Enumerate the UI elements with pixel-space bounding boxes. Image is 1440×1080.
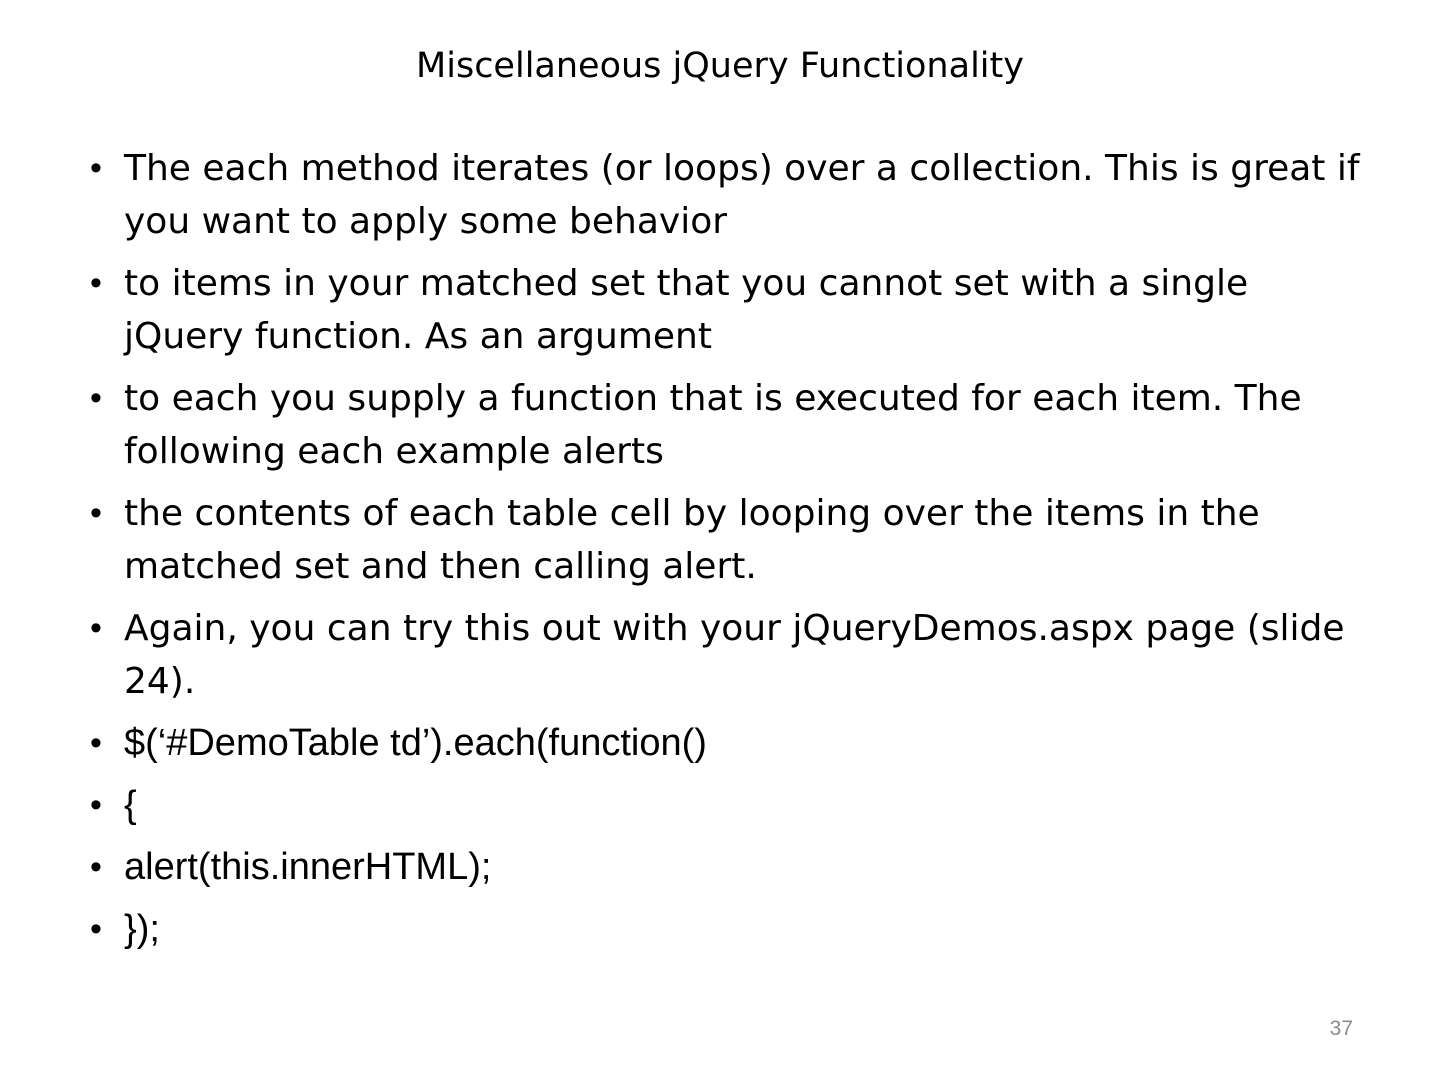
bullet-icon: • [90,609,102,647]
bullet-list [84,142,1374,965]
bullet-item [84,779,1374,832]
bullet-icon: • [90,264,102,302]
bullet-icon: • [90,724,102,762]
bullet-text: The each method iterates (or loops) over a collection. This is great if you want to apply some behavior [124,148,1360,242]
bullet-item [84,602,1374,708]
bullet-text: to each you supply a function that is executed for each item. The following each example alerts [124,378,1302,472]
bullet-item [84,257,1374,363]
bullet-icon: • [90,494,102,532]
bullet-item [84,841,1374,894]
bullet-item [84,142,1374,248]
bullet-item [84,372,1374,478]
bullet-icon: • [90,786,102,824]
page-number: 37 [1329,1017,1353,1040]
bullet-item [84,487,1374,593]
bullet-text: alert(this.innerHTML); [124,846,492,888]
bullet-text: the contents of each table cell by looping over the items in the matched set and then calling alert. [124,493,1260,587]
bullet-item [84,717,1374,770]
bullet-text: $(‘#DemoTable td’).each(function() [124,722,707,764]
bullet-item [84,903,1374,956]
bullet-icon: • [90,848,102,886]
bullet-icon: • [90,379,102,417]
bullet-text: Again, you can try this out with your jQueryDemos.aspx page (slide 24). [124,608,1345,702]
bullet-icon: • [90,910,102,948]
bullet-text: { [124,784,137,826]
bullet-text: }); [124,908,160,950]
slide-title: Miscellaneous jQuery Functionality [416,46,1024,86]
bullet-icon: • [90,149,102,187]
bullet-text: to items in your matched set that you cannot set with a single jQuery function. As an argument [124,263,1249,357]
